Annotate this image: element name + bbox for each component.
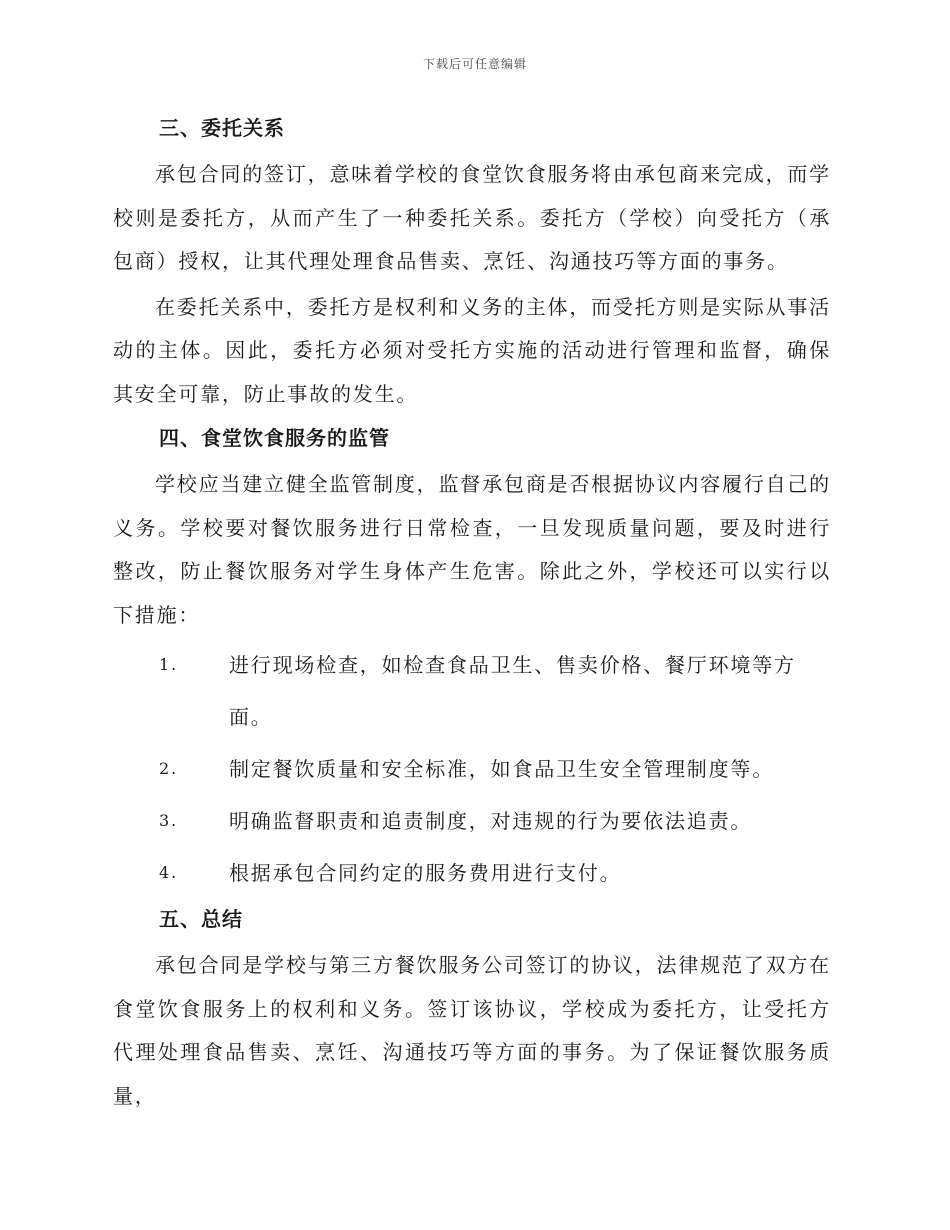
- list-text: 根据承包合同约定的服务费用进行支付。: [229, 861, 622, 885]
- list-number: 2.: [159, 759, 178, 778]
- list-item: [113, 743, 831, 795]
- list-item: [113, 639, 831, 743]
- page-header: 下载后可任意编辑: [422, 57, 527, 71]
- measures-list: [113, 639, 831, 899]
- list-text: 进行现场检查，如检查食品卫生、售卖价格、餐厅环境等方面。: [229, 653, 796, 729]
- list-number: 3.: [159, 811, 178, 830]
- paragraph: 在委托关系中，委托方是权利和义务的主体，而受托方则是实际从事活动的主体。因此，委托方必须对受托方实施的活动进行管理和监督，确保其安全可靠，防止事故的发生。: [113, 294, 831, 406]
- paragraph: 学校应当建立健全监管制度，监督承包商是否根据协议内容履行自己的义务。学校要对餐饮服务进行日常检查，一旦发现质量问题，要及时进行整改，防止餐饮服务对学生身体产生危害。除此之外，学校还可以实行以下措施：: [113, 472, 831, 627]
- paragraph: 承包合同的签订，意味着学校的食堂饮食服务将由承包商来完成，而学校则是委托方，从而产生了一种委托关系。委托方（学校）向受托方（承包商）授权，让其代理处理食品售卖、烹饪、沟通技巧等方面的事务。: [113, 162, 831, 273]
- list-number: 1.: [159, 655, 178, 674]
- section-heading-3: 三、委托关系: [159, 116, 285, 140]
- list-text: 明确监督职责和追责制度，对违规的行为要依法追责。: [229, 809, 753, 833]
- section-heading-4: 四、食堂饮食服务的监管: [159, 426, 390, 450]
- document-body: [113, 108, 831, 1120]
- list-item: [113, 847, 831, 899]
- list-item: [113, 795, 831, 847]
- section-heading-5: 五、总结: [159, 907, 243, 931]
- paragraph: 承包合同是学校与第三方餐饮服务公司签订的协议，法律规范了双方在食堂饮食服务上的权利和义务。签订该协议，学校成为委托方，让受托方代理处理食品售卖、烹饪、沟通技巧等方面的事务。为了保证餐饮服务质量，: [113, 953, 831, 1108]
- list-number: 4.: [159, 863, 178, 882]
- list-text: 制定餐饮质量和安全标准，如食品卫生安全管理制度等。: [229, 757, 774, 781]
